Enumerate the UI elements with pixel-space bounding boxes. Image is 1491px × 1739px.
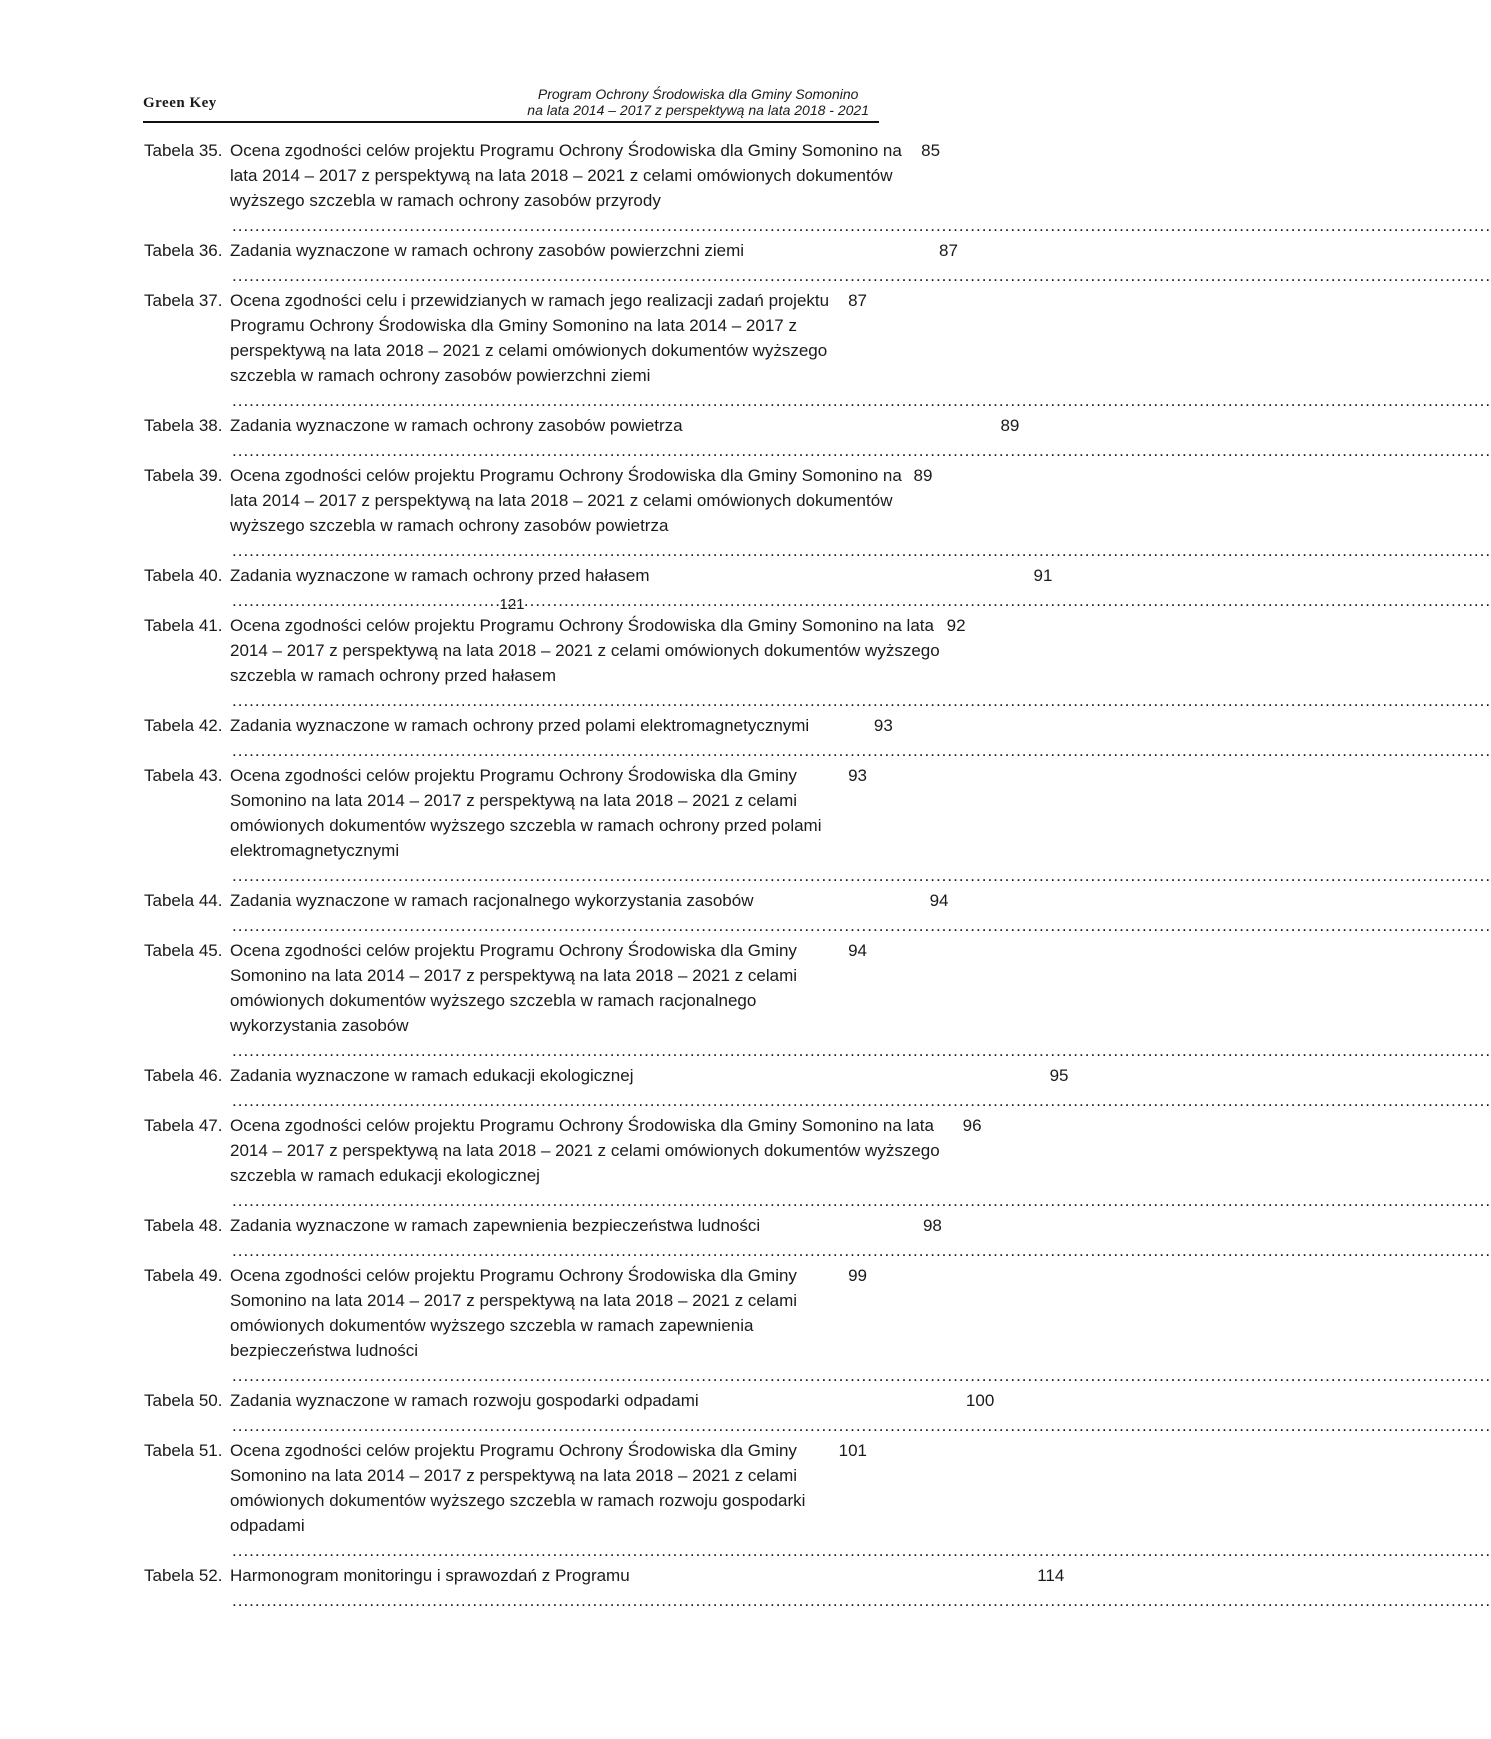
toc-entry-title: Zadania wyznaczone w ramach ochrony zasobów powierzchni ziemi (230, 241, 745, 260)
dot-leader (232, 1088, 1067, 1113)
toc-entry-label: Tabela 47. (144, 1116, 223, 1135)
dot-leader (232, 863, 804, 888)
brand-name: Green Key (143, 95, 217, 111)
toc-entry-body (230, 938, 867, 1063)
toc-entry[interactable] (132, 413, 1020, 463)
toc-entry-label: Tabela 50. (144, 1391, 223, 1410)
toc-entry-title: Ocena zgodności celów projektu Programu Ochrony Środowiska dla Gminy Somonino na lata 2014 – 2017 z perspektywą na lata 2018 – 2021 z celami omówionych dokumentów wyższego szczebla w ramach ochrony zasobów powietrza (230, 466, 902, 535)
toc-entry-body (230, 613, 966, 713)
dot-leader (232, 1538, 806, 1563)
toc-entry-label: Tabela 45. (144, 941, 223, 960)
toc-entry-title: Zadania wyznaczone w ramach zapewnienia bezpieczeństwa ludności (230, 1216, 761, 1235)
dot-leader (232, 738, 891, 763)
toc-entry-label: Tabela 43. (144, 766, 223, 785)
toc-entry-page: 89 (913, 466, 933, 485)
toc-entry-title: Zadania wyznaczone w ramach racjonalnego wykorzystania zasobów (230, 891, 754, 910)
toc-entry[interactable] (132, 1388, 995, 1438)
toc-entry[interactable] (132, 138, 941, 238)
toc-entry-label: Tabela 35. (144, 141, 223, 160)
toc-entry-title: Zadania wyznaczone w ramach ochrony przed hałasem (230, 566, 650, 585)
toc-entry[interactable] (132, 1263, 867, 1388)
toc-entry-body (230, 238, 958, 288)
program-title-line1: Program Ochrony Środowiska dla Gminy Somonino (537, 86, 859, 102)
toc-entry[interactable] (132, 463, 933, 563)
toc-entry-body (230, 763, 867, 888)
toc-entry-body (230, 1388, 994, 1438)
toc-entry-title: Ocena zgodności celów projektu Programu Ochrony Środowiska dla Gminy Somonino na lata 2014 – 2017 z perspektywą na lata 2018 – 2021 z celami omówionych dokumentów wyższego szczebla w ramach zapewnienia bezpieczeństwa ludności (230, 1266, 798, 1360)
toc-entry-body (230, 1213, 942, 1263)
toc-entry-page: 95 (1049, 1066, 1069, 1085)
toc-entry-label: Tabela 48. (144, 1216, 223, 1235)
dot-leader (232, 1413, 992, 1438)
toc-entry-page: 87 (848, 291, 867, 310)
toc-entry[interactable] (132, 938, 867, 1063)
dot-leader (232, 1363, 853, 1388)
toc-entry-title: Ocena zgodności celów projektu Programu Ochrony Środowiska dla Gminy Somonino na lata 2014 – 2017 z perspektywą na lata 2018 – 2021 z celami omówionych dokumentów wyższego szczebla w ramach ochrony przed hałasem (230, 616, 940, 685)
toc-entry-label: Tabela 41. (144, 616, 223, 635)
toc-entry[interactable] (132, 1213, 942, 1263)
toc-entry[interactable] (132, 888, 949, 938)
toc-entry-page: 101 (838, 1441, 867, 1460)
toc-entry-page: 89 (1000, 416, 1020, 435)
toc-entry-label: Tabela 40. (144, 566, 223, 585)
toc-entry-body (230, 713, 893, 763)
toc-entry-page: 114 (1037, 1566, 1065, 1585)
dot-leader (232, 1238, 940, 1263)
dot-leader (232, 1038, 860, 1063)
page-number: 121 (499, 596, 525, 613)
toc-entry-page: 92 (946, 616, 966, 635)
toc-entry[interactable] (132, 1438, 867, 1563)
dot-leader (232, 538, 930, 563)
toc-entry-label: Tabela 46. (144, 1066, 223, 1085)
table-of-contents (132, 138, 1069, 1613)
toc-entry-page: 94 (929, 891, 949, 910)
toc-entry-body (230, 1263, 867, 1388)
dot-leader (232, 438, 1017, 463)
toc-entry-page: 99 (848, 1266, 867, 1285)
toc-entry-title: Ocena zgodności celów projektu Programu Ochrony Środowiska dla Gminy Somonino na lata 2014 – 2017 z perspektywą na lata 2018 – 2021 z celami omówionych dokumentów wyższego szczebla w ramach rozwoju gospodarki odpadami (230, 1441, 806, 1535)
toc-entry[interactable] (132, 713, 893, 763)
toc-entry-body (230, 413, 1019, 463)
toc-entry-body (230, 138, 940, 238)
toc-entry[interactable] (132, 1113, 982, 1213)
toc-entry-body (230, 1113, 982, 1213)
toc-entry-title: Zadania wyznaczone w ramach edukacji ekologicznej (230, 1066, 634, 1085)
dot-leader (232, 913, 947, 938)
toc-entry[interactable] (132, 1063, 1069, 1113)
program-title-line2: na lata 2014 – 2017 z perspektywą na lata 2018 - 2021 (527, 102, 869, 118)
toc-entry-page: 85 (921, 141, 941, 160)
dot-leader (232, 213, 938, 238)
toc-entry-label: Tabela 42. (144, 716, 223, 735)
toc-entry-page: 93 (848, 766, 867, 785)
toc-entry-title: Ocena zgodności celów projektu Programu Ochrony Środowiska dla Gminy Somonino na lata 2014 – 2017 z perspektywą na lata 2018 – 2021 z celami omówionych dokumentów wyższego szczebla w ramach ochrony przed polami elektromagnetycznymi (230, 766, 822, 860)
toc-entry-title: Zadania wyznaczone w ramach ochrony przed polami elektromagnetycznymi (230, 716, 810, 735)
toc-entry-body (230, 1438, 867, 1563)
toc-entry-body (230, 1063, 1069, 1113)
dot-leader (232, 263, 956, 288)
toc-entry[interactable] (132, 763, 867, 888)
toc-entry-label: Tabela 52. (144, 1566, 223, 1585)
dot-leader (232, 1588, 1062, 1613)
toc-entry-title: Ocena zgodności celów projektu Programu Ochrony Środowiska dla Gminy Somonino na lata 2014 – 2017 z perspektywą na lata 2018 – 2021 z celami omówionych dokumentów wyższego szczebla w ramach edukacji ekologicznej (230, 1116, 940, 1185)
toc-entry-title: Zadania wyznaczone w ramach ochrony zasobów powietrza (230, 416, 683, 435)
toc-entry-title: Zadania wyznaczone w ramach rozwoju gospodarki odpadami (230, 1391, 699, 1410)
toc-entry-page: 93 (873, 716, 893, 735)
toc-entry-page: 87 (939, 241, 958, 260)
toc-entry-title: Ocena zgodności celów projektu Programu Ochrony Środowiska dla Gminy Somonino na lata 2014 – 2017 z perspektywą na lata 2018 – 2021 z celami omówionych dokumentów wyższego szczebla w ramach ochrony zasobów przyrody (230, 141, 902, 210)
dot-leader (232, 688, 964, 713)
toc-entry-page: 94 (848, 941, 867, 960)
toc-entry-page: 100 (965, 1391, 995, 1410)
toc-entry-title: Ocena zgodności celu i przewidzianych w ramach jego realizacji zadań projektu Programu Ochrony Środowiska dla Gminy Somonino na lata 2014 – 2017 z perspektywą na lata 2018 – 2021 z celami omówionych dokumentów wyższego szczebla w ramach ochrony zasobów powierzchni ziemi (230, 291, 830, 385)
toc-entry[interactable] (132, 613, 966, 713)
toc-entry[interactable] (132, 1563, 1065, 1613)
toc-entry[interactable] (132, 238, 958, 288)
toc-entry-body (230, 888, 949, 938)
toc-entry-label: Tabela 49. (144, 1266, 223, 1285)
toc-entry-page: 91 (1033, 566, 1053, 585)
toc-entry-label: Tabela 36. (144, 241, 223, 260)
toc-entry-title: Harmonogram monitoringu i sprawozdań z Programu (230, 1566, 630, 1585)
header-rule (143, 121, 879, 123)
toc-entry-page: 96 (962, 1116, 982, 1135)
toc-entry-title: Ocena zgodności celów projektu Programu Ochrony Środowiska dla Gminy Somonino na lata 2014 – 2017 z perspektywą na lata 2018 – 2021 z celami omówionych dokumentów wyższego szczebla w ramach racjonalnego wykorzystania zasobów (230, 941, 798, 1035)
toc-entry-body (230, 288, 867, 413)
toc-entry-label: Tabela 38. (144, 416, 223, 435)
toc-entry-page: 98 (922, 1216, 942, 1235)
toc-entry-label: Tabela 44. (144, 891, 223, 910)
page-header (143, 84, 879, 126)
toc-entry-label: Tabela 37. (144, 291, 223, 310)
dot-leader (232, 388, 448, 413)
toc-entry-body (230, 463, 932, 563)
toc-entry-body (230, 1563, 1064, 1613)
program-title (527, 86, 869, 118)
toc-entry-label: Tabela 51. (144, 1441, 223, 1460)
toc-entry-label: Tabela 39. (144, 466, 223, 485)
toc-entry[interactable] (132, 288, 867, 413)
dot-leader (232, 1188, 980, 1213)
